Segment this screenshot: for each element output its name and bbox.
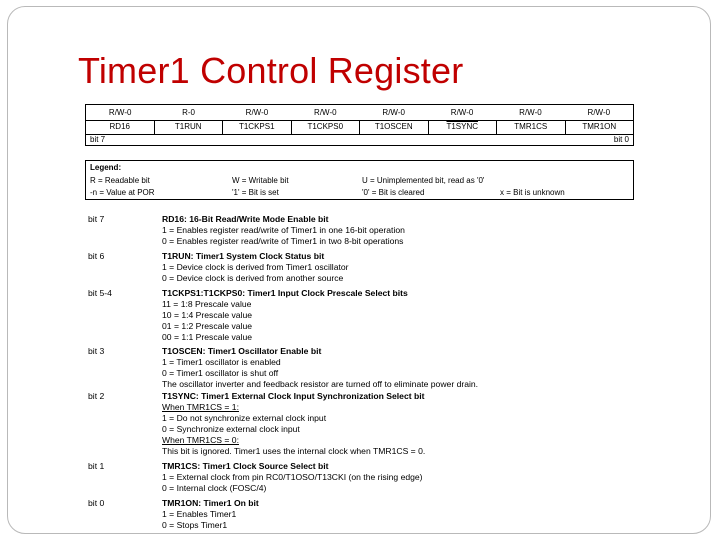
access-bit6: R-0 bbox=[182, 108, 195, 117]
name-bit0: TMR1ON bbox=[582, 122, 617, 131]
slide-title: Timer1 Control Register bbox=[78, 50, 464, 91]
register-access-row bbox=[86, 107, 633, 119]
bit5-4-option-01: 01 = 1:2 Prescale value bbox=[162, 321, 253, 331]
legend-unimplemented: U = Unimplemented bit, read as '0' bbox=[362, 176, 485, 185]
legend-por: -n = Value at POR bbox=[90, 188, 155, 197]
name-bit6: T1RUN bbox=[155, 121, 224, 134]
access-bit5: R/W-0 bbox=[245, 108, 269, 117]
bit0-option-1: 1 = Enables Timer1 bbox=[162, 509, 237, 519]
legend-cleared: '0' = Bit is cleared bbox=[362, 188, 425, 197]
bit5-4-option-00: 00 = 1:1 Prescale value bbox=[162, 332, 253, 342]
bit3-label: bit 3 bbox=[88, 346, 105, 356]
name-bit4: T1CKPS0 bbox=[292, 121, 361, 134]
bit6-label: bit 6 bbox=[88, 251, 105, 261]
bit3-heading: T1OSCEN: Timer1 Oscillator Enable bit bbox=[162, 346, 322, 356]
legend-readable: R = Readable bit bbox=[90, 176, 150, 185]
legend-unknown: x = Bit is unknown bbox=[500, 188, 565, 197]
bit2-option-0: 0 = Synchronize external clock input bbox=[162, 424, 300, 434]
legend-box bbox=[85, 160, 634, 200]
access-bit0: R/W-0 bbox=[587, 108, 611, 117]
bit2-content bbox=[162, 391, 425, 457]
bit2-when-cs1: When TMR1CS = 1: bbox=[162, 402, 239, 412]
bit5-4-option-11: 11 = 1:8 Prescale value bbox=[162, 299, 252, 309]
bit1-label: bit 1 bbox=[88, 461, 105, 471]
bit6-option-1: 1 = Device clock is derived from Timer1 oscillator bbox=[162, 262, 349, 272]
bit2-heading: T1SYNC: Timer1 External Clock Input Synchronization Select bit bbox=[162, 391, 425, 401]
name-bit2: T1SYNC bbox=[429, 121, 498, 134]
name-bit3: T1OSCEN bbox=[360, 121, 429, 134]
bit5-4-content bbox=[162, 288, 408, 343]
legend-title: Legend: bbox=[90, 163, 122, 172]
register-diagram bbox=[85, 104, 634, 146]
bit2-label: bit 2 bbox=[88, 391, 105, 401]
bit3-note: The oscillator inverter and feedback resistor are turned off to eliminate power drain. bbox=[162, 379, 479, 389]
name-bit7: RD16 bbox=[86, 121, 155, 134]
bit6-content bbox=[162, 251, 349, 284]
bit3-option-1: 1 = Timer1 oscillator is enabled bbox=[162, 357, 281, 367]
bit6-heading: T1RUN: Timer1 System Clock Status bit bbox=[162, 251, 325, 261]
bit-lo-label: bit 0 bbox=[613, 135, 629, 144]
name-bit1: TMR1CS bbox=[497, 121, 566, 134]
bit1-option-1: 1 = External clock from pin RC0/T1OSO/T13CKI (on the rising edge) bbox=[162, 472, 423, 482]
bit2-ignored-note: This bit is ignored. Timer1 uses the internal clock when TMR1CS = 0. bbox=[162, 446, 426, 456]
bit5-4-label: bit 5-4 bbox=[88, 288, 112, 298]
bit1-heading: TMR1CS: Timer1 Clock Source Select bit bbox=[162, 461, 329, 471]
bit-hi-label: bit 7 bbox=[90, 135, 106, 144]
bit0-label: bit 0 bbox=[88, 498, 105, 508]
bit6-option-0: 0 = Device clock is derived from another source bbox=[162, 273, 344, 283]
bit1-option-0: 0 = Internal clock (FOSC/4) bbox=[162, 483, 267, 493]
access-bit1: R/W-0 bbox=[519, 108, 542, 117]
bit3-option-0: 0 = Timer1 oscillator is shut off bbox=[162, 368, 279, 378]
bit0-option-0: 0 = Stops Timer1 bbox=[162, 520, 228, 530]
register-names-row bbox=[86, 120, 633, 135]
access-bit4: R/W-0 bbox=[314, 108, 337, 117]
bit5-4-heading: T1CKPS1:T1CKPS0: Timer1 Input Clock Prescale Select bits bbox=[162, 288, 408, 298]
access-bit7: R/W-0 bbox=[108, 108, 132, 117]
legend-set: '1' = Bit is set bbox=[232, 188, 279, 197]
bit0-content bbox=[162, 498, 259, 531]
bit2-option-1: 1 = Do not synchronize external clock input bbox=[162, 413, 327, 423]
bit7-option-1: 1 = Enables register read/write of Timer1 in one 16-bit operation bbox=[162, 225, 405, 235]
bit7-label: bit 7 bbox=[88, 214, 105, 224]
name-bit5: T1CKPS1 bbox=[223, 121, 292, 134]
bit5-4-option-10: 10 = 1:4 Prescale value bbox=[162, 310, 253, 320]
bit7-heading: RD16: 16-Bit Read/Write Mode Enable bit bbox=[162, 214, 329, 224]
access-bit2: R/W-0 bbox=[450, 108, 474, 117]
bit7-option-0: 0 = Enables register read/write of Timer1 in two 8-bit operations bbox=[162, 236, 404, 246]
bit3-content bbox=[162, 346, 478, 390]
bit2-when-cs0: When TMR1CS = 0: bbox=[162, 435, 239, 445]
access-bit3: R/W-0 bbox=[382, 108, 405, 117]
legend-writable: W = Writable bit bbox=[232, 176, 289, 185]
bit0-heading: TMR1ON: Timer1 On bit bbox=[162, 498, 259, 508]
bit1-content bbox=[162, 461, 423, 494]
bit7-content bbox=[162, 214, 405, 247]
